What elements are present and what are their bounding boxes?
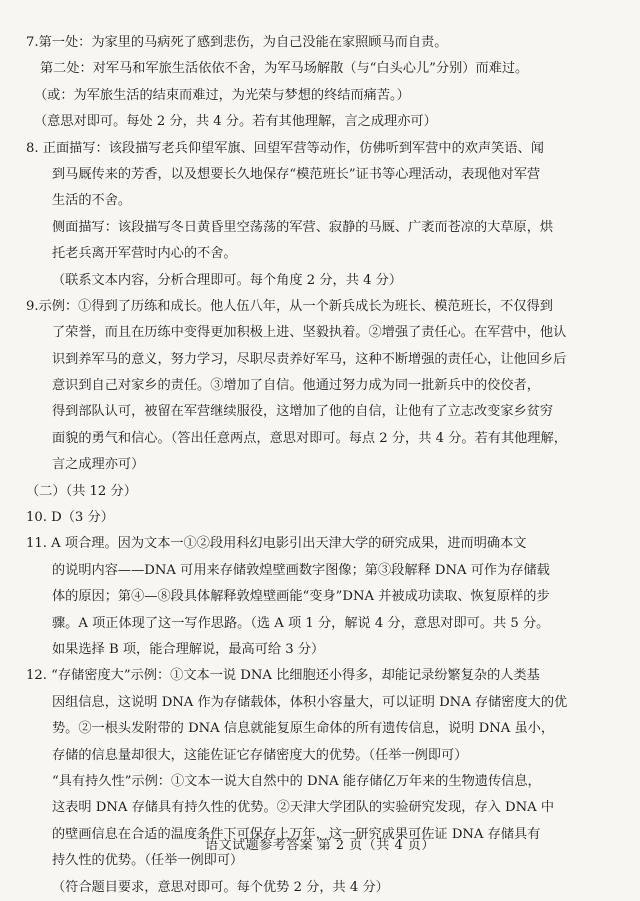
answer-content <box>26 30 616 901</box>
text-line: 的说明内容——DNA 可用来存储敦煌壁画数字图像；第③段解释 DNA 可作为存储载 <box>52 562 550 578</box>
text-line: 侧面描写：该段描写冬日黄昏里空荡荡的军营、寂静的马厩、广袤而苍凉的大草原，烘 <box>52 219 554 235</box>
text-line: 11. A 项合理。因为文本一①②段用科幻电影引出天津大学的研究成果，进而明确本文 <box>26 536 527 552</box>
text-line: 7.第一处：为家里的马病死了感到悲伤，为自己没能在家照顾马而自责。 <box>26 35 448 50</box>
page-footer: 语文试题参考答案 第 2 页（共 4 页） <box>205 838 435 853</box>
text-line: 因组信息，这说明 DNA 作为存储载体，体积小容量大，可以证明 DNA 存储密度大的优 <box>52 694 568 710</box>
text-line: 生活的不舍。 <box>52 193 132 209</box>
text-line: 托老兵离开军营时内心的不舍。 <box>52 246 237 262</box>
text-line: （符合题目要求，意思对即可。每个优势 2 分，共 4 分） <box>52 879 389 895</box>
text-line: 体的原因；第④—⑧段具体解释敦煌壁画能“变身”DNA 并被成功读取、恢复原样的步 <box>52 589 550 605</box>
text-line: 识到养军马的意义，努力学习，尽职尽责养好军马，这种不断增强的责任心，让他回乡后 <box>52 351 567 367</box>
text-line: 如果选择 B 项，能合理解说，最高可给 3 分） <box>52 641 325 657</box>
text-line: 言之成理亦可） <box>52 457 145 473</box>
text-line: 存储的信息量却很大，这能佐证它存储密度大的优势。（任举一例即可） <box>52 747 468 763</box>
text-line: 得到部队认可，被留在军营继续服役，这增加了他的自信，让他有了立志改变家乡贫穷 <box>52 404 554 420</box>
text-line: （或：为军旅生活的结束而难过，为光荣与梦想的终结而痛苦。） <box>34 87 410 103</box>
text-line: 骤。A 项正体现了这一写作思路。（选 A 项 1 分，解说 4 分，意思对即可。共 5 分。 <box>52 615 550 631</box>
text-line: 持久性的优势。（任举一例即可） <box>52 853 244 869</box>
text-line: 面貌的勇气和信心。（答出任意两点，意思对即可。每点 2 分，共 4 分。若有其他理解， <box>52 430 567 446</box>
text-line: 的壁画信息在合适的温度条件下可保存上万年，这一研究成果可佐证 DNA 存储具有 <box>52 826 541 842</box>
text-line: 势。②一根头发附带的 DNA 信息就能复原生命体的所有遗传信息，说明 DNA 虽小， <box>52 721 555 737</box>
text-line: （意思对即可。每处 2 分，共 4 分。若有其他理解，言之成理亦可） <box>34 114 437 130</box>
text-line: 第二处：对军马和军旅生活依依不舍，为军马场解散（与“白头心儿”分别）而难过。 <box>40 61 529 77</box>
text-line: （二）（共 12 分） <box>26 483 137 499</box>
text-line: （联系文本内容，分析合理即可。每个角度 2 分，共 4 分） <box>52 272 403 288</box>
text-line: 意识到自己对家乡的责任。③增加了自信。他通过努力成为同一批新兵中的佼佼者， <box>52 378 540 394</box>
text-line: “具有持久性”示例：①文本一说大自然中的 DNA 能存储亿万年来的生物遗传信息， <box>52 773 541 789</box>
text-line: 12. “存储密度大”示例：①文本一说 DNA 比细胞还小得多，却能记录纷繁复杂的人类基 <box>26 668 540 684</box>
text-line: 到马厩传来的芳香，以及想要长久地保存“模范班长”证书等心理活动，表现他对军营 <box>52 166 541 182</box>
text-line: 8. 正面描写：该段描写老兵仰望军旗、回望军营等动作，仿佛听到军营中的欢声笑语、闻 <box>26 140 544 156</box>
text-line: 9.示例：①得到了历练和成长。他人伍八年，从一个新兵成长为班长、模范班长，不仅得到 <box>26 298 553 314</box>
text-line: 10. D（3 分） <box>26 510 114 526</box>
text-line: 这表明 DNA 存储具有持久性的优势。②天津大学团队的实验研究发现，存入 DNA 中 <box>52 800 555 816</box>
text-line: 了荣誉，而且在历练中变得更加积极上进、坚毅执着。②增强了责任心。在军营中，他认 <box>52 325 567 341</box>
